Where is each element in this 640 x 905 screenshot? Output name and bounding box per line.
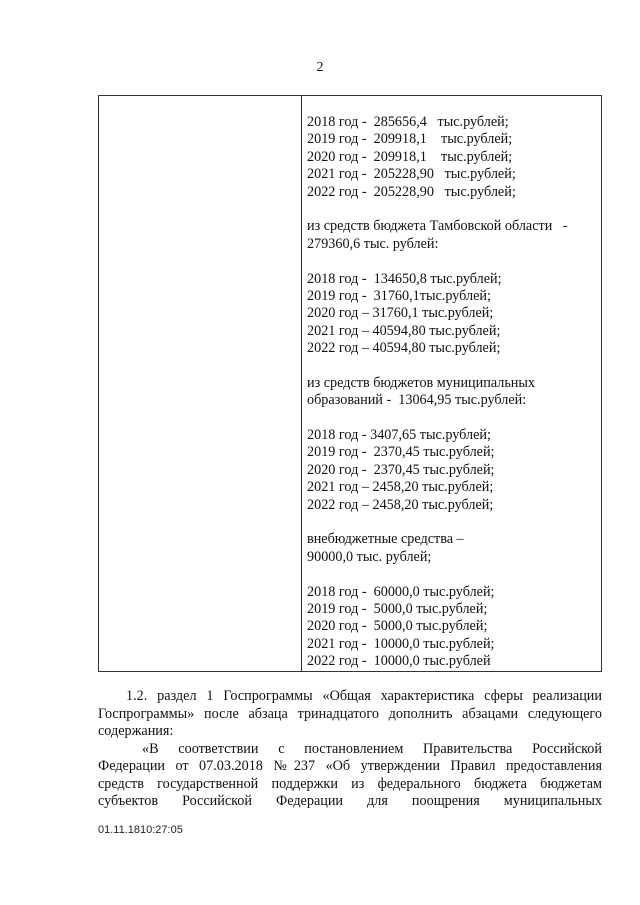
paragraph-line: 1.2. раздел 1 Госпрограммы «Общая характеристика сферы реализации bbox=[126, 688, 602, 704]
funding-line: 2022 год - 205228,90 тыс.рублей; bbox=[307, 183, 516, 200]
funding-line: 90000,0 тыс. рублей; bbox=[307, 548, 432, 565]
footer-document-code: 01.11.1810:27:05 bbox=[98, 824, 183, 836]
paragraph-section-1-2-end bbox=[98, 723, 602, 741]
paragraph-quote-line-3 bbox=[98, 776, 602, 794]
funding-line: 2021 год – 2458,20 тыс.рублей; bbox=[307, 479, 494, 496]
funding-line: 2018 год - 285656,4 тыс.рублей; bbox=[307, 114, 509, 130]
paragraph-line: средств государственной поддержки из федерального бюджета бюджетам bbox=[98, 776, 602, 792]
funding-line: 279360,6 тыс. рублей: bbox=[307, 235, 439, 252]
funding-line: 2020 год – 31760,1 тыс.рублей; bbox=[307, 305, 494, 322]
funding-line bbox=[307, 566, 597, 583]
funding-line: 2021 год - 10000,0 тыс.рублей; bbox=[307, 635, 495, 652]
funding-line: 2020 год - 209918,1 тыс.рублей; bbox=[307, 148, 513, 165]
funding-line: 2021 год – 40594,80 тыс.рублей; bbox=[307, 322, 501, 339]
funding-line: 2020 год - 5000,0 тыс.рублей; bbox=[307, 618, 488, 635]
paragraph-quote-line-2 bbox=[98, 758, 602, 776]
funding-line: 2019 год - 31760,1тыс.рублей; bbox=[307, 287, 491, 304]
funding-line bbox=[307, 253, 597, 270]
funding-table bbox=[98, 95, 602, 672]
paragraph-section-1-2 bbox=[98, 688, 602, 706]
funding-line: 2022 год - 10000,0 тыс.рублей bbox=[307, 653, 491, 670]
funding-line: 2019 год - 209918,1 тыс.рублей; bbox=[307, 131, 513, 148]
funding-line: образований - 13064,95 тыс.рублей: bbox=[307, 392, 527, 409]
paragraph-line: Федерации от 07.03.2018 №237 «Об утверждении Правил предоставления bbox=[98, 758, 602, 774]
funding-line: из средств бюджетов муниципальных bbox=[307, 374, 536, 391]
funding-line: 2019 год - 2370,45 тыс.рублей; bbox=[307, 444, 495, 461]
paragraph-line: Госпрограммы» после абзаца тринадцатого дополнить абзацами следующего bbox=[98, 706, 602, 722]
funding-line: 2018 год - 3407,65 тыс.рублей; bbox=[307, 427, 491, 444]
funding-line bbox=[307, 514, 597, 531]
funding-line: внебюджетные средства – bbox=[307, 531, 464, 548]
funding-line: 2019 год - 5000,0 тыс.рублей; bbox=[307, 600, 488, 617]
paragraph-line: содержания: bbox=[98, 723, 174, 739]
page-number: 2 bbox=[316, 60, 324, 75]
funding-line: 2018 год - 60000,0 тыс.рублей; bbox=[307, 583, 495, 600]
paragraph-line: субъектов Российской Федерации для поощрения муниципальных bbox=[98, 793, 602, 809]
funding-line: 2020 год - 2370,45 тыс.рублей; bbox=[307, 461, 495, 478]
paragraph-line: «В соответствии с постановлением Правительства Российской bbox=[142, 741, 602, 757]
paragraph-quote-line-4 bbox=[98, 793, 602, 811]
funding-line: 2022 год – 40594,80 тыс.рублей; bbox=[307, 340, 501, 357]
funding-line bbox=[307, 357, 597, 374]
funding-details-cell bbox=[307, 114, 597, 671]
funding-line: 2021 год - 205228,90 тыс.рублей; bbox=[307, 166, 516, 183]
funding-line: из средств бюджета Тамбовской области - bbox=[307, 218, 568, 235]
funding-line: 2022 год – 2458,20 тыс.рублей; bbox=[307, 496, 494, 513]
funding-line bbox=[307, 410, 597, 427]
paragraph-section-1-2-cont bbox=[98, 706, 602, 724]
paragraph-quote bbox=[98, 741, 602, 759]
funding-line: 2018 год - 134650,8 тыс.рублей; bbox=[307, 270, 502, 287]
funding-line bbox=[307, 201, 597, 218]
table-column-divider bbox=[301, 96, 302, 671]
